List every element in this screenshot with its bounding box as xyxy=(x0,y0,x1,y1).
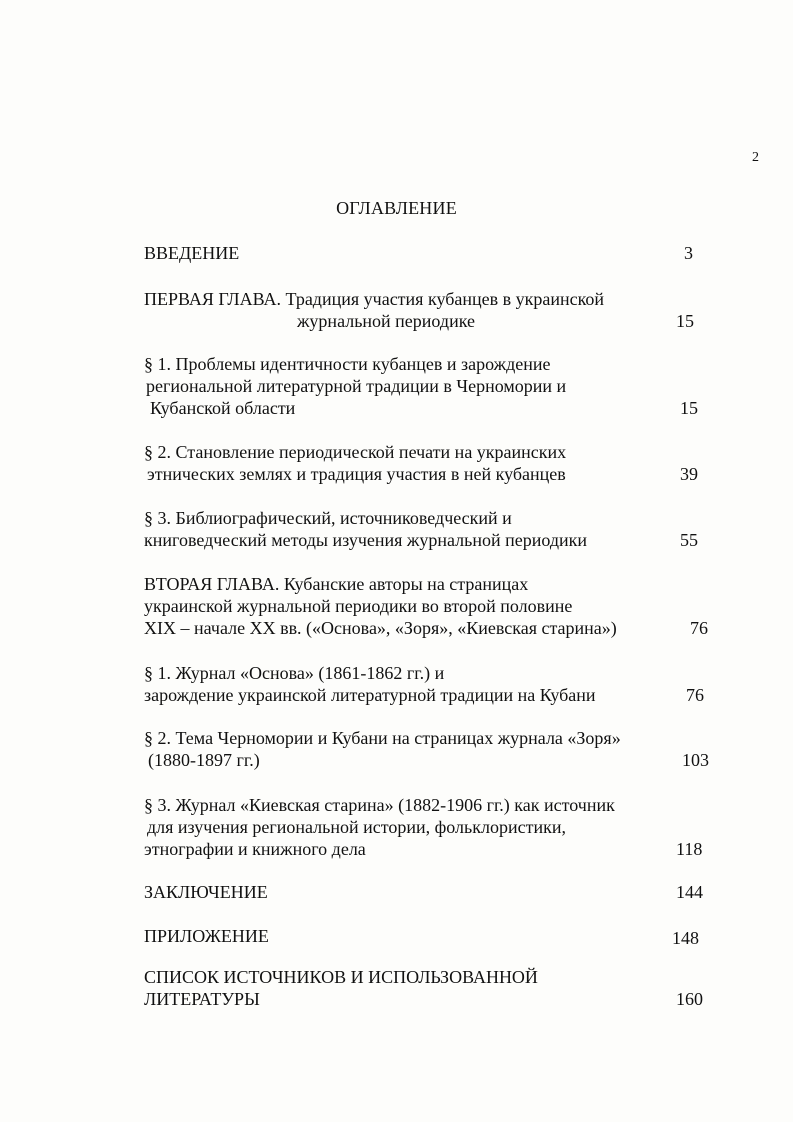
toc-entry-line: XIX – начале XX вв. («Основа», «Зоря», «Киевская старина») xyxy=(144,618,617,638)
toc-title: ОГЛАВЛЕНИЕ xyxy=(336,198,457,218)
toc-entry-page: 144 xyxy=(676,882,703,902)
toc-entry-page: 15 xyxy=(680,398,698,418)
toc-entry-line: § 3. Журнал «Киевская старина» (1882-1906 гг.) как источник xyxy=(144,795,615,815)
toc-entry-page: 103 xyxy=(682,750,709,770)
toc-entry-line: этнических землях и традиция участия в ней кубанцев xyxy=(147,464,566,484)
toc-entry-line: § 2. Тема Черномории и Кубани на страницах журнала «Зоря» xyxy=(144,728,621,748)
toc-entry-page: 3 xyxy=(684,243,693,263)
toc-entry-line: для изучения региональной истории, фольклористики, xyxy=(147,817,566,837)
toc-entry-page: 15 xyxy=(676,311,694,331)
toc-entry-line: журнальной периодике xyxy=(297,311,475,331)
toc-entry-page: 76 xyxy=(686,685,704,705)
toc-entry-line: ВТОРАЯ ГЛАВА. Кубанские авторы на страницах xyxy=(144,574,529,594)
toc-entry-line: ЛИТЕРАТУРЫ xyxy=(144,989,260,1009)
toc-entry-line: § 1. Журнал «Основа» (1861-1862 гг.) и xyxy=(144,663,445,683)
toc-entry-line: этнографии и книжного дела xyxy=(144,839,366,859)
toc-entry-page: 39 xyxy=(680,464,698,484)
toc-entry-line: СПИСОК ИСТОЧНИКОВ И ИСПОЛЬЗОВАННОЙ xyxy=(144,967,538,987)
toc-entry-page: 76 xyxy=(690,618,708,638)
page-number: 2 xyxy=(752,150,759,165)
toc-entry-line: зарождение украинской литературной традиции на Кубани xyxy=(144,685,596,705)
toc-entry-line: украинской журнальной периодики во второй половине xyxy=(144,596,573,616)
toc-entry-line: § 1. Проблемы идентичности кубанцев и зарождение xyxy=(144,354,551,374)
toc-entry-line: региональной литературной традиции в Черномории и xyxy=(146,376,567,396)
toc-entry-line: ПЕРВАЯ ГЛАВА. Традиция участия кубанцев в украинской xyxy=(144,289,605,309)
toc-entry-line: § 2. Становление периодической печати на украинских xyxy=(144,442,567,462)
toc-entry-line: книговедческий методы изучения журнальной периодики xyxy=(144,530,588,550)
toc-entry-line: ЗАКЛЮЧЕНИЕ xyxy=(144,882,268,902)
toc-entry-line: § 3. Библиографический, источниковедческий и xyxy=(144,508,512,528)
toc-entry-line: Кубанской области xyxy=(150,398,296,418)
toc-entry-line: (1880-1897 гг.) xyxy=(148,750,260,770)
toc-entry-page: 160 xyxy=(676,989,703,1009)
toc-entry-page: 148 xyxy=(672,928,699,948)
toc-entry-page: 118 xyxy=(676,839,703,859)
toc-entry-page: 55 xyxy=(680,530,698,550)
toc-entry-line: ВВЕДЕНИЕ xyxy=(144,243,240,263)
toc-entry-line: ПРИЛОЖЕНИЕ xyxy=(144,926,269,946)
